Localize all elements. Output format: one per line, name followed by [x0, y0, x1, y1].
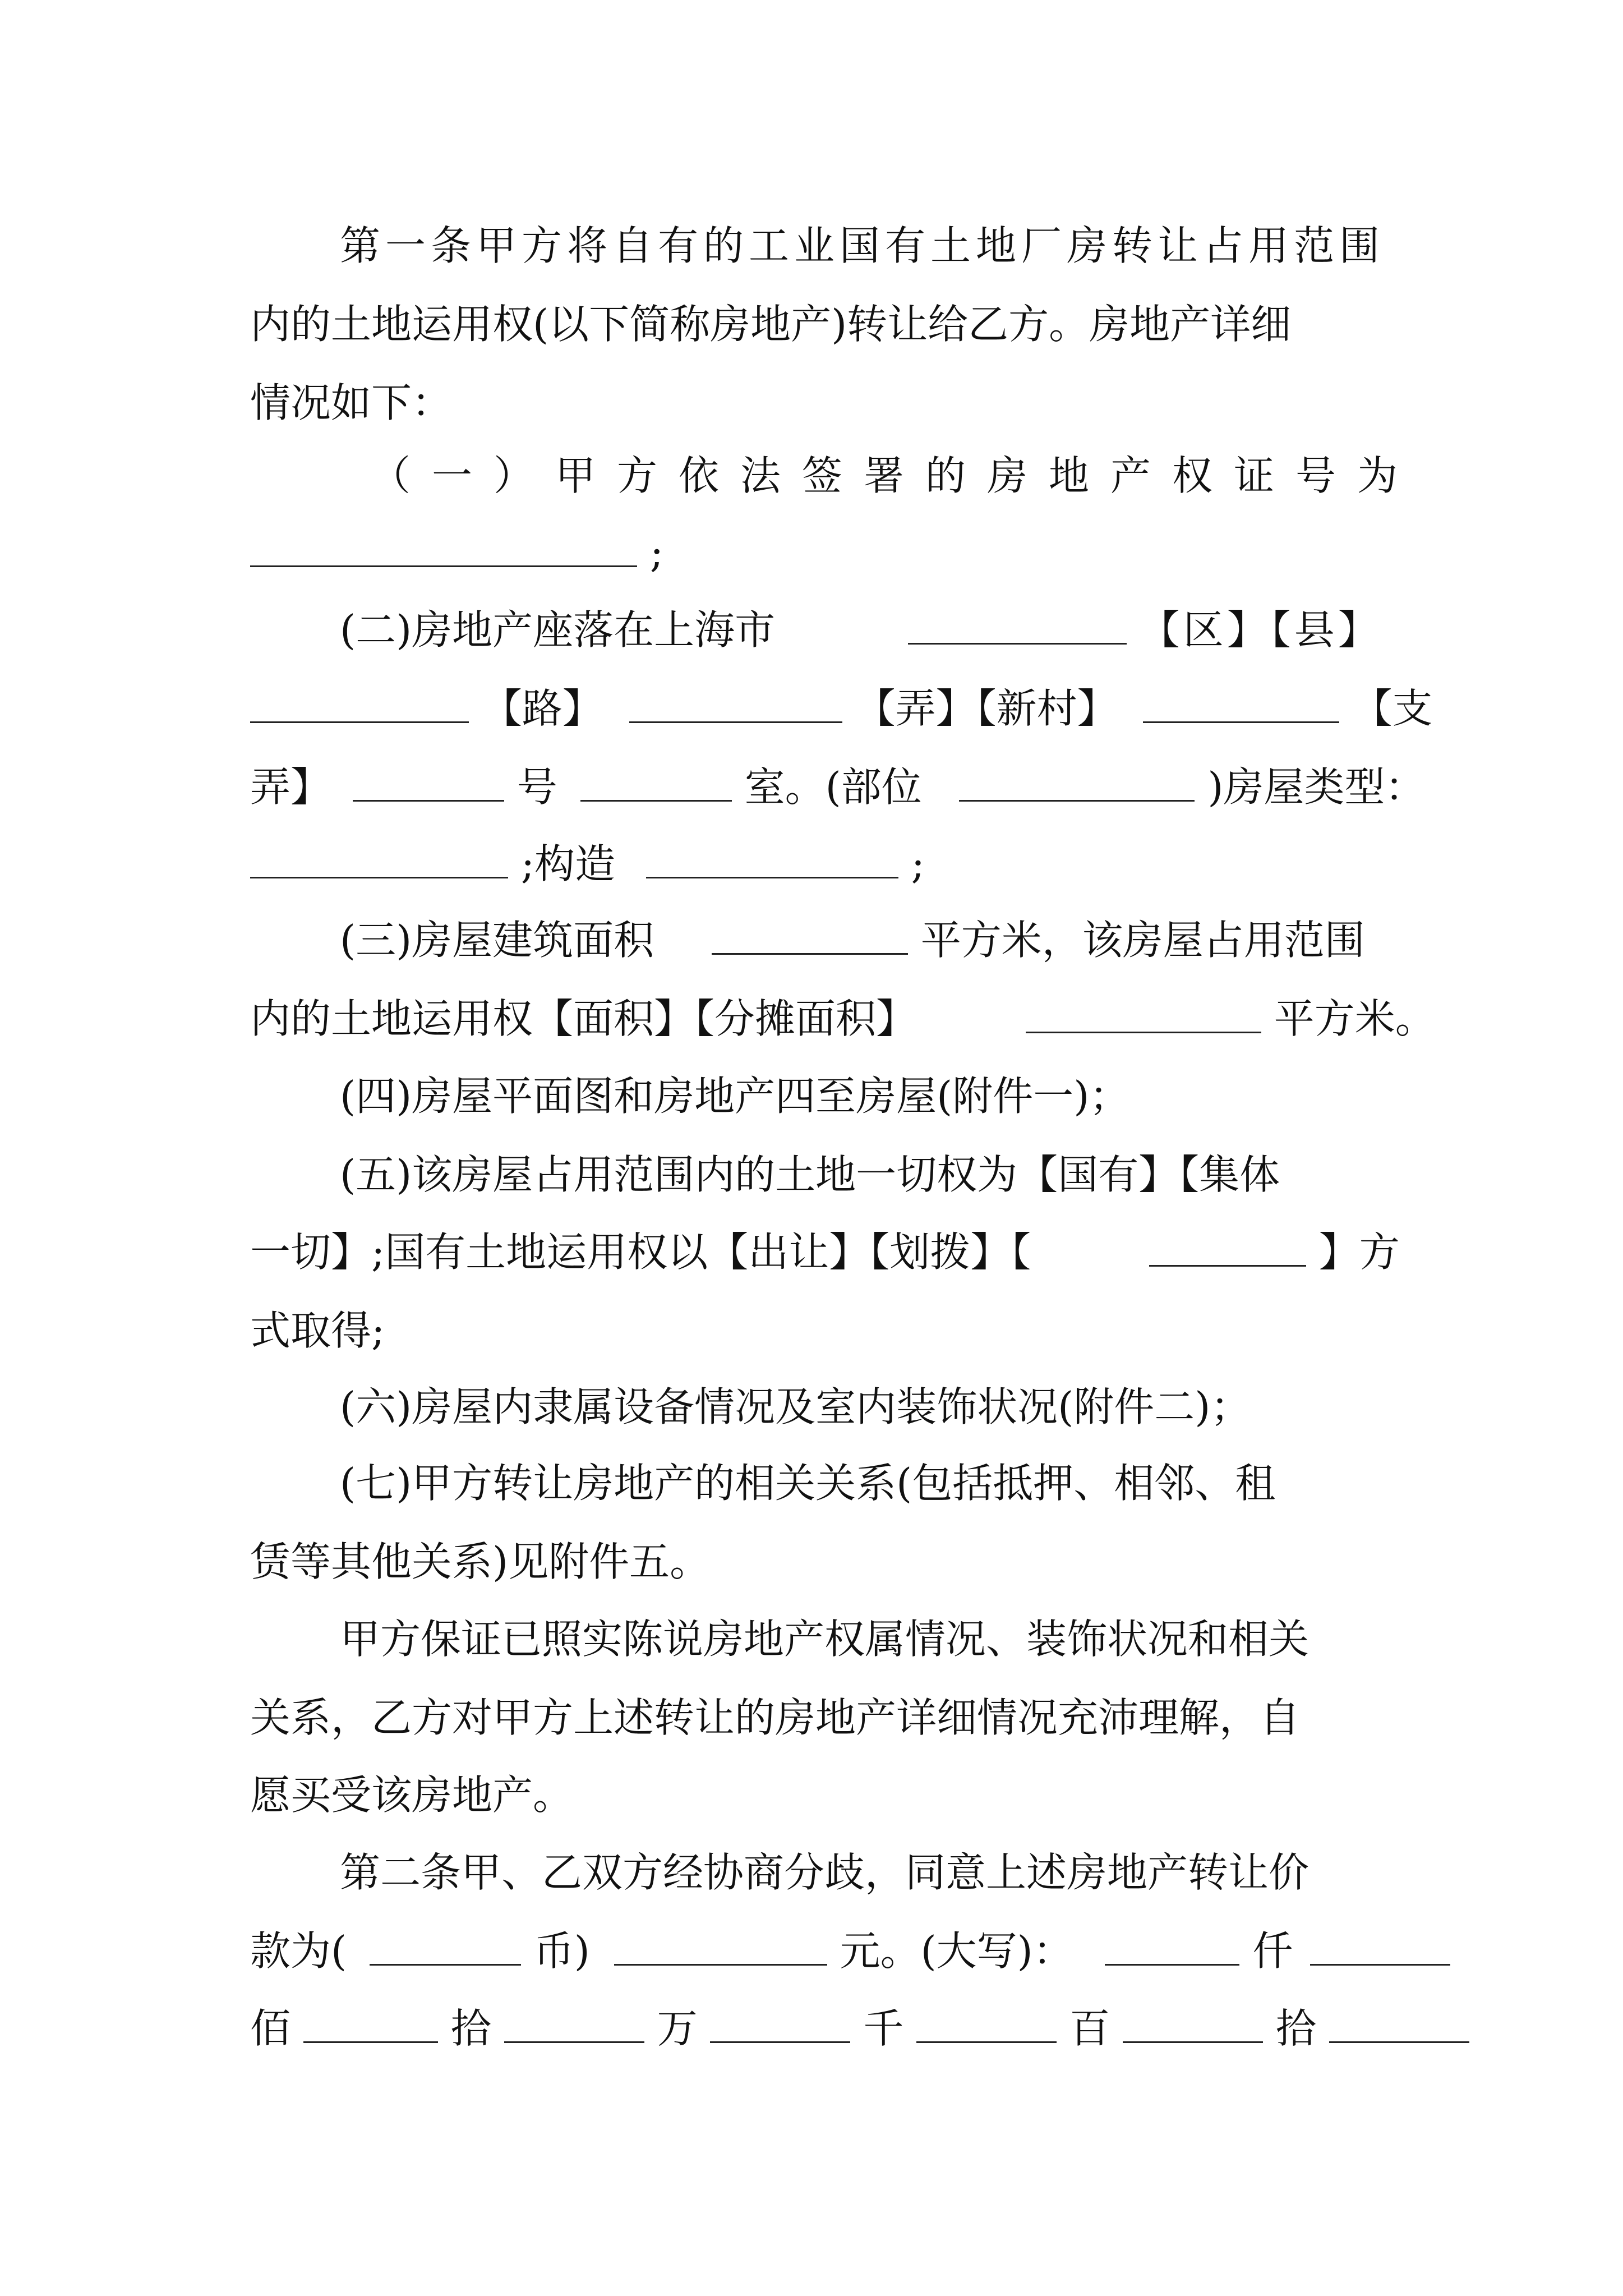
- text-line: [340, 1065, 1237, 1127]
- text-segment: (五)该房屋占用范围内的土地一切权为【国有】【集体: [340, 1151, 1280, 1198]
- text-segment: 内的土地运用权【面积】【分摊面积】: [250, 995, 917, 1042]
- text-line: [340, 909, 1392, 971]
- text-segment: 仟: [1252, 1927, 1293, 1975]
- blank-district[interactable]: [908, 599, 1127, 661]
- text-line: [250, 522, 672, 583]
- text-segment: 愿买受该房地产。: [250, 1772, 574, 1819]
- text-segment: （一）甲方依法签署的房地产权证号为: [370, 452, 1419, 499]
- text-line: [340, 599, 1403, 661]
- text-segment: (七)甲方转让房地产的相关关系(包括抵押、相邻、租: [340, 1460, 1276, 1507]
- text-segment: 号: [517, 763, 557, 811]
- blank-wan[interactable]: [504, 1998, 644, 2059]
- text-segment: 币): [533, 1927, 590, 1975]
- text-segment: 【区】【县】: [1139, 606, 1382, 654]
- text-segment: ;: [649, 529, 664, 576]
- blank-bai[interactable]: [1310, 1920, 1450, 1982]
- text-segment: 平方米。: [1274, 995, 1436, 1042]
- text-line: [340, 215, 1385, 277]
- text-segment: 室。(部位: [744, 763, 922, 811]
- text-segment: (三)房屋建筑面积: [340, 917, 654, 964]
- blank-shi[interactable]: [303, 1998, 438, 2059]
- text-segment: (四)房屋平面图和房地产四至房屋(附件一)；: [340, 1073, 1130, 1120]
- text-segment: 一切】;国有土地运用权以【出让】【划拨】【: [250, 1228, 1031, 1276]
- text-line: [250, 1920, 1450, 1982]
- text-segment: 【支: [1352, 685, 1433, 732]
- text-segment: ;: [911, 840, 925, 887]
- blank-position[interactable]: [959, 756, 1195, 818]
- blank-certificate-number[interactable]: [250, 522, 637, 583]
- blank-lane[interactable]: [629, 678, 842, 739]
- text-line: [250, 1221, 1414, 1283]
- text-segment: 式取得;: [250, 1307, 385, 1354]
- text-line: [250, 678, 1433, 739]
- text-line: [250, 1764, 598, 1826]
- blank-acquisition-method[interactable]: [1149, 1221, 1306, 1283]
- text-line: [250, 756, 1443, 818]
- text-segment: 甲方保证已照实陈说房地产权属情况、装饰状况和相关: [340, 1616, 1310, 1663]
- blank-qian-2[interactable]: [710, 1998, 850, 2059]
- text-line: [250, 1998, 1469, 2059]
- text-segment: ;构造: [520, 840, 616, 887]
- text-segment: )房屋类型：: [1207, 763, 1426, 811]
- text-segment: 千: [863, 2005, 904, 2052]
- text-segment: 关系，乙方对甲方上述转让的房地产详细情况充沛理解，自: [250, 1694, 1301, 1741]
- blank-village[interactable]: [1143, 678, 1339, 739]
- text-segment: 百: [1069, 2005, 1110, 2052]
- text-segment: 【弄】【新村】: [855, 685, 1118, 732]
- text-line: [340, 1144, 1373, 1205]
- text-segment: 】方: [1318, 1228, 1400, 1276]
- text-segment: (六)房屋内隶属设备情况及室内装饰状况(附件二)；: [340, 1383, 1251, 1430]
- text-segment: 元。(大写)：: [840, 1927, 1073, 1975]
- blank-currency[interactable]: [370, 1920, 521, 1982]
- blank-house-type[interactable]: [250, 833, 508, 895]
- blank-floor-area[interactable]: [712, 909, 908, 971]
- text-line: [340, 1608, 1373, 1670]
- text-segment: 万: [657, 2005, 698, 2052]
- text-line: [250, 833, 934, 895]
- text-segment: 情况如下：: [250, 379, 453, 426]
- blank-shi-2[interactable]: [1123, 1998, 1263, 2059]
- text-line: [250, 372, 480, 434]
- text-line: [250, 293, 1373, 355]
- text-segment: 款为(: [250, 1927, 347, 1975]
- blank-sub-lane[interactable]: [353, 756, 504, 818]
- text-line: [250, 988, 1442, 1050]
- blank-qian[interactable]: [1105, 1920, 1239, 1982]
- text-line: [370, 445, 1419, 507]
- text-segment: 拾: [1275, 2005, 1316, 2052]
- text-line: [340, 1842, 1373, 1903]
- text-segment: 拾: [450, 2005, 491, 2052]
- text-segment: 佰: [250, 2005, 291, 2052]
- text-segment: 平方米，该房屋占用范围: [920, 917, 1365, 964]
- text-line: [250, 1687, 1373, 1749]
- text-segment: 弄】: [250, 763, 331, 811]
- blank-amount[interactable]: [614, 1920, 827, 1982]
- text-segment: (二)房地产座落在上海市: [340, 606, 776, 654]
- blank-structure[interactable]: [646, 833, 898, 895]
- text-segment: 第一条甲方将自有的工业国有土地厂房转让占用范围: [340, 222, 1385, 269]
- blank-number[interactable]: [580, 756, 732, 818]
- text-segment: 内的土地运用权(以下简称房地产)转让给乙方。房地产详细: [250, 301, 1292, 348]
- text-segment: 第二条甲、乙双方经协商分歧，同意上述房地产转让价: [340, 1849, 1310, 1896]
- blank-bai-2[interactable]: [916, 1998, 1057, 2059]
- blank-yuan[interactable]: [1329, 1998, 1469, 2059]
- text-line: [340, 1376, 1373, 1438]
- text-line: [250, 1531, 755, 1593]
- text-segment: 【路】: [481, 685, 603, 732]
- blank-land-area[interactable]: [1026, 988, 1261, 1050]
- text-segment: 赁等其他关系)见附件五。: [250, 1538, 711, 1585]
- text-line: [340, 1452, 1373, 1514]
- text-line: [250, 1300, 418, 1361]
- blank-road[interactable]: [250, 678, 469, 739]
